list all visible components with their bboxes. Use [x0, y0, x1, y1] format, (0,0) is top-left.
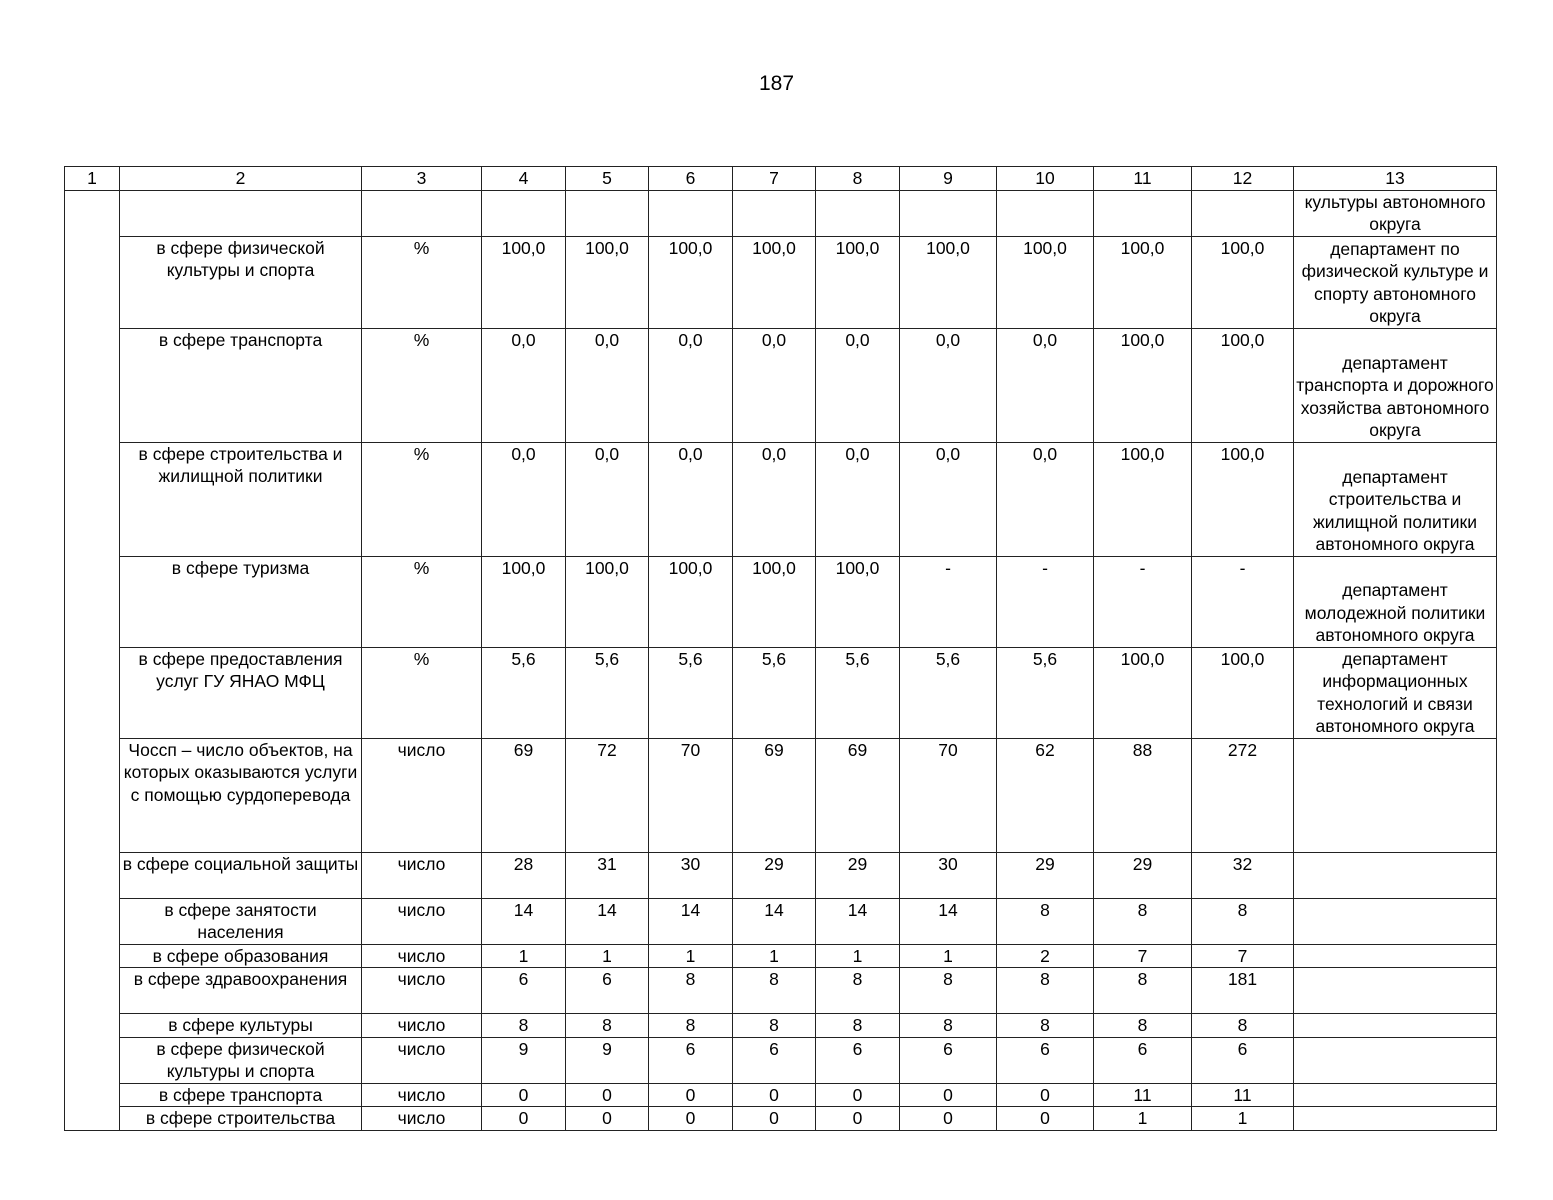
value-cell: 8: [997, 968, 1094, 1014]
header-cell: 7: [733, 167, 816, 191]
value-cell: 5,6: [733, 647, 816, 738]
value-cell: 62: [997, 738, 1094, 852]
value-cell: 31: [566, 852, 649, 898]
value-cell: 0,0: [649, 328, 733, 442]
value-cell: -: [900, 556, 997, 647]
responsible-cell: [1294, 738, 1497, 852]
value-cell: 0: [997, 1107, 1094, 1131]
value-cell: 70: [900, 738, 997, 852]
value-cell: 0,0: [816, 328, 900, 442]
value-cell: 6: [482, 968, 566, 1014]
header-cell: 12: [1192, 167, 1294, 191]
value-cell: 100,0: [1094, 236, 1192, 328]
value-cell: 14: [566, 898, 649, 944]
value-cell: 0: [482, 1107, 566, 1131]
value-cell: 14: [649, 898, 733, 944]
value-cell: 8: [733, 968, 816, 1014]
value-cell: 8: [649, 968, 733, 1014]
header-cell: 8: [816, 167, 900, 191]
value-cell: 100,0: [900, 236, 997, 328]
value-cell: [482, 190, 566, 236]
value-cell: 1: [482, 944, 566, 968]
header-cell: 6: [649, 167, 733, 191]
header-cell: 10: [997, 167, 1094, 191]
unit-cell: %: [362, 328, 482, 442]
value-cell: 0,0: [482, 442, 566, 556]
value-cell: 6: [1192, 1037, 1294, 1083]
indicator-name-cell: [120, 190, 362, 236]
value-cell: 6: [566, 968, 649, 1014]
value-cell: 0,0: [900, 328, 997, 442]
value-cell: 100,0: [1094, 328, 1192, 442]
indicator-name-cell: в сфере строительства: [120, 1107, 362, 1131]
value-cell: 6: [733, 1037, 816, 1083]
value-cell: 29: [997, 852, 1094, 898]
value-cell: 0,0: [900, 442, 997, 556]
value-cell: 181: [1192, 968, 1294, 1014]
value-cell: 1: [900, 944, 997, 968]
value-cell: 2: [997, 944, 1094, 968]
table-row: [65, 442, 1497, 556]
value-cell: 14: [733, 898, 816, 944]
value-cell: 69: [482, 738, 566, 852]
value-cell: 7: [1192, 944, 1294, 968]
value-cell: [816, 190, 900, 236]
value-cell: -: [1192, 556, 1294, 647]
indicator-name-cell: в сфере туризма: [120, 556, 362, 647]
value-cell: [566, 190, 649, 236]
unit-cell: число: [362, 1083, 482, 1107]
header-cell: 1: [65, 167, 120, 191]
table-row: [65, 1107, 1497, 1131]
value-cell: 8: [816, 968, 900, 1014]
value-cell: 29: [1094, 852, 1192, 898]
value-cell: 0,0: [997, 328, 1094, 442]
value-cell: 100,0: [733, 556, 816, 647]
indicator-name-cell: в сфере образования: [120, 944, 362, 968]
value-cell: 8: [566, 1014, 649, 1038]
unit-cell: число: [362, 1107, 482, 1131]
unit-cell: %: [362, 556, 482, 647]
table-row: [65, 556, 1497, 647]
indicator-name-cell: в сфере занятости населения: [120, 898, 362, 944]
value-cell: 100,0: [1094, 647, 1192, 738]
value-cell: 69: [733, 738, 816, 852]
value-cell: [997, 190, 1094, 236]
table-header-row: [65, 167, 1497, 191]
value-cell: 8: [1094, 968, 1192, 1014]
value-cell: 100,0: [816, 556, 900, 647]
value-cell: 100,0: [1192, 328, 1294, 442]
value-cell: 6: [900, 1037, 997, 1083]
value-cell: 0: [816, 1083, 900, 1107]
page-number: 187: [758, 72, 795, 95]
header-cell: 13: [1294, 167, 1497, 191]
responsible-cell: департамент транспорта и дорожного хозяйства автономного округа: [1294, 328, 1497, 442]
value-cell: 8: [900, 968, 997, 1014]
value-cell: 100,0: [482, 556, 566, 647]
indicator-name-cell: в сфере транспорта: [120, 1083, 362, 1107]
value-cell: 5,6: [649, 647, 733, 738]
value-cell: 72: [566, 738, 649, 852]
value-cell: 8: [733, 1014, 816, 1038]
value-cell: 0,0: [566, 442, 649, 556]
value-cell: 8: [1094, 1014, 1192, 1038]
value-cell: 0: [733, 1107, 816, 1131]
table-row: [65, 738, 1497, 852]
value-cell: 100,0: [1192, 647, 1294, 738]
value-cell: 8: [900, 1014, 997, 1038]
value-cell: 100,0: [1094, 442, 1192, 556]
value-cell: [733, 190, 816, 236]
value-cell: 0,0: [733, 442, 816, 556]
responsible-cell: департамент по физической культуре и спорту автономного округа: [1294, 236, 1497, 328]
responsible-cell: [1294, 968, 1497, 1014]
responsible-cell: [1294, 944, 1497, 968]
value-cell: 100,0: [566, 556, 649, 647]
value-cell: 100,0: [649, 236, 733, 328]
responsible-cell: [1294, 852, 1497, 898]
value-cell: [1192, 190, 1294, 236]
value-cell: 88: [1094, 738, 1192, 852]
value-cell: 0,0: [816, 442, 900, 556]
value-cell: 5,6: [816, 647, 900, 738]
table-row: [65, 1014, 1497, 1038]
header-cell: 5: [566, 167, 649, 191]
value-cell: 11: [1094, 1083, 1192, 1107]
value-cell: 29: [733, 852, 816, 898]
value-cell: 0: [566, 1083, 649, 1107]
value-cell: 0: [900, 1083, 997, 1107]
value-cell: 7: [1094, 944, 1192, 968]
value-cell: 5,6: [900, 647, 997, 738]
value-cell: 0,0: [566, 328, 649, 442]
unit-cell: число: [362, 898, 482, 944]
value-cell: [1094, 190, 1192, 236]
value-cell: 100,0: [566, 236, 649, 328]
value-cell: 8: [816, 1014, 900, 1038]
value-cell: 9: [482, 1037, 566, 1083]
value-cell: 0,0: [649, 442, 733, 556]
responsible-cell: культуры автономного округа: [1294, 190, 1497, 236]
value-cell: 6: [997, 1037, 1094, 1083]
value-cell: [900, 190, 997, 236]
value-cell: 8: [1192, 898, 1294, 944]
row-number-cell: [65, 190, 120, 1130]
table-body: [65, 167, 1497, 1131]
value-cell: 11: [1192, 1083, 1294, 1107]
value-cell: 6: [816, 1037, 900, 1083]
value-cell: 1: [1192, 1107, 1294, 1131]
responsible-cell: [1294, 1037, 1497, 1083]
table-row: [65, 1083, 1497, 1107]
value-cell: 100,0: [649, 556, 733, 647]
value-cell: 8: [482, 1014, 566, 1038]
value-cell: 8: [1094, 898, 1192, 944]
value-cell: 0: [733, 1083, 816, 1107]
header-cell: 3: [362, 167, 482, 191]
indicator-name-cell: в сфере культуры: [120, 1014, 362, 1038]
value-cell: 1: [1094, 1107, 1192, 1131]
unit-cell: число: [362, 1014, 482, 1038]
value-cell: 100,0: [1192, 236, 1294, 328]
value-cell: 8: [997, 1014, 1094, 1038]
value-cell: 100,0: [733, 236, 816, 328]
value-cell: 6: [649, 1037, 733, 1083]
responsible-cell: департамент строительства и жилищной политики автономного округа: [1294, 442, 1497, 556]
unit-cell: %: [362, 442, 482, 556]
value-cell: 100,0: [1192, 442, 1294, 556]
value-cell: 29: [816, 852, 900, 898]
table-row: [65, 898, 1497, 944]
indicator-name-cell: в сфере здравоохранения: [120, 968, 362, 1014]
value-cell: 0: [482, 1083, 566, 1107]
value-cell: 8: [1192, 1014, 1294, 1038]
value-cell: 0: [997, 1083, 1094, 1107]
value-cell: 0,0: [997, 442, 1094, 556]
value-cell: 8: [997, 898, 1094, 944]
value-cell: 0: [649, 1083, 733, 1107]
table-row: [65, 328, 1497, 442]
value-cell: 1: [566, 944, 649, 968]
table-row: [65, 968, 1497, 1014]
header-cell: 9: [900, 167, 997, 191]
table-row: [65, 1037, 1497, 1083]
table-row: [65, 647, 1497, 738]
responsible-cell: департамент молодежной политики автономного округа: [1294, 556, 1497, 647]
unit-cell: число: [362, 968, 482, 1014]
indicator-table: [64, 166, 1497, 1131]
value-cell: 28: [482, 852, 566, 898]
value-cell: 1: [816, 944, 900, 968]
value-cell: 0: [649, 1107, 733, 1131]
value-cell: 0: [566, 1107, 649, 1131]
value-cell: 272: [1192, 738, 1294, 852]
table-row: [65, 852, 1497, 898]
responsible-cell: [1294, 1014, 1497, 1038]
value-cell: 100,0: [997, 236, 1094, 328]
table-row: [65, 190, 1497, 236]
value-cell: 32: [1192, 852, 1294, 898]
unit-cell: число: [362, 738, 482, 852]
header-cell: 2: [120, 167, 362, 191]
table-row: [65, 236, 1497, 328]
value-cell: 6: [1094, 1037, 1192, 1083]
value-cell: 0,0: [482, 328, 566, 442]
table-row: [65, 944, 1497, 968]
value-cell: -: [997, 556, 1094, 647]
indicator-name-cell: в сфере физической культуры и спорта: [120, 1037, 362, 1083]
indicator-name-cell: в сфере строительства и жилищной политики: [120, 442, 362, 556]
value-cell: 100,0: [482, 236, 566, 328]
value-cell: 70: [649, 738, 733, 852]
value-cell: 100,0: [816, 236, 900, 328]
responsible-cell: [1294, 1107, 1497, 1131]
indicator-name-cell: в сфере предоставления услуг ГУ ЯНАО МФЦ: [120, 647, 362, 738]
value-cell: 1: [733, 944, 816, 968]
value-cell: 14: [900, 898, 997, 944]
unit-cell: число: [362, 1037, 482, 1083]
responsible-cell: департамент информационных технологий и связи автономного округа: [1294, 647, 1497, 738]
value-cell: 5,6: [482, 647, 566, 738]
value-cell: 5,6: [566, 647, 649, 738]
value-cell: 14: [816, 898, 900, 944]
value-cell: 5,6: [997, 647, 1094, 738]
unit-cell: [362, 190, 482, 236]
unit-cell: %: [362, 647, 482, 738]
unit-cell: %: [362, 236, 482, 328]
value-cell: -: [1094, 556, 1192, 647]
unit-cell: число: [362, 944, 482, 968]
value-cell: 9: [566, 1037, 649, 1083]
indicator-name-cell: в сфере социальной защиты: [120, 852, 362, 898]
value-cell: 0,0: [733, 328, 816, 442]
value-cell: 0: [816, 1107, 900, 1131]
header-cell: 4: [482, 167, 566, 191]
responsible-cell: [1294, 1083, 1497, 1107]
value-cell: 30: [900, 852, 997, 898]
value-cell: 69: [816, 738, 900, 852]
indicator-name-cell: в сфере физической культуры и спорта: [120, 236, 362, 328]
value-cell: 30: [649, 852, 733, 898]
unit-cell: число: [362, 852, 482, 898]
value-cell: 8: [649, 1014, 733, 1038]
value-cell: 14: [482, 898, 566, 944]
indicator-name-cell: в сфере транспорта: [120, 328, 362, 442]
responsible-cell: [1294, 898, 1497, 944]
header-cell: 11: [1094, 167, 1192, 191]
value-cell: [649, 190, 733, 236]
value-cell: 0: [900, 1107, 997, 1131]
indicator-name-cell: Чоссп – число объектов, на которых оказываются услуги с помощью сурдоперевода: [120, 738, 362, 852]
value-cell: 1: [649, 944, 733, 968]
